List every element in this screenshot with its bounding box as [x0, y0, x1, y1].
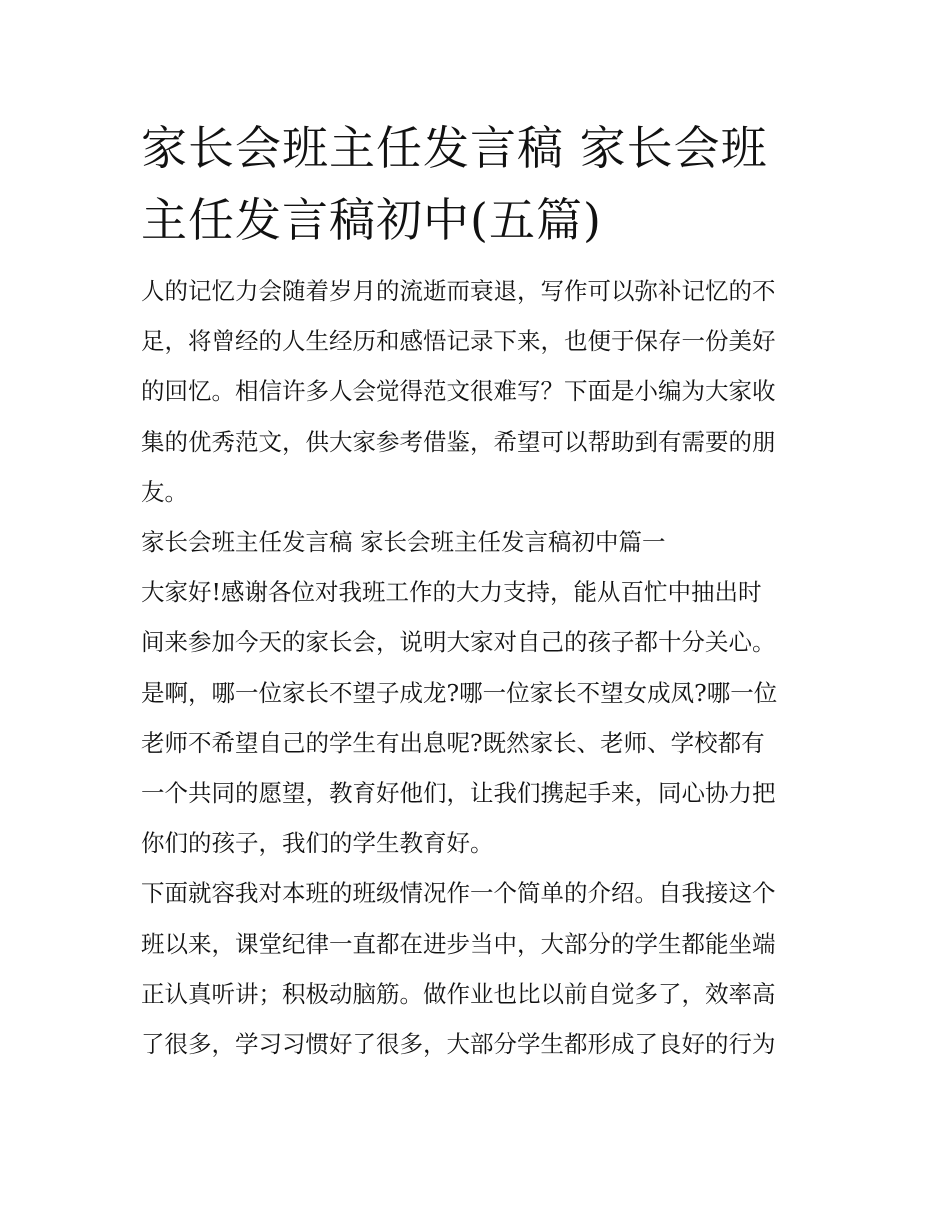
speech-paragraph: [141, 567, 813, 868]
section-heading: [141, 517, 813, 567]
text-line: 集的优秀范文，供大家参考借鉴，希望可以帮助到有需要的朋: [141, 427, 776, 456]
text-line: 一个共同的愿望，教育好他们，让我们携起手来，同心协力把: [141, 779, 776, 808]
text-line: 是啊，哪一位家长不望子成龙?哪一位家长不望女成凤?哪一位: [141, 678, 778, 707]
text-line: 了很多，学习习惯好了很多，大部分学生都形成了良好的行为: [141, 1030, 776, 1059]
document-page: [141, 112, 813, 1069]
text-line: 足，将曾经的人生经历和感悟记录下来，也便于保存一份美好: [141, 327, 776, 356]
intro-paragraph: [141, 266, 813, 517]
text-line: 下面就容我对本班的班级情况作一个简单的介绍。自我接这个: [141, 879, 776, 908]
text-line: 友。: [141, 477, 188, 506]
document-body: [141, 266, 813, 1069]
text-line: 正认真听讲；积极动脑筋。做作业也比以前自觉多了，效率高: [141, 979, 776, 1008]
text-line: 的回忆。相信许多人会觉得范文很难写？下面是小编为大家收: [141, 377, 776, 406]
text-line: 班以来，课堂纪律一直都在进步当中，大部分的学生都能坐端: [141, 929, 776, 958]
text-line: 老师不希望自己的学生有出息呢?既然家长、老师、学校都有: [141, 728, 765, 757]
text-line: 家长会班主任发言稿 家长会班主任发言稿初中篇一: [141, 528, 666, 557]
text-line: 人的记忆力会随着岁月的流逝而衰退，写作可以弥补记忆的不: [141, 277, 776, 305]
text-line: 大家好!感谢各位对我班工作的大力支持，能从百忙中抽出时: [141, 578, 762, 607]
title-line: 家长会班主任发言稿 家长会班: [141, 121, 768, 175]
text-line: 间来参加今天的家长会，说明大家对自己的孩子都十分关心。: [141, 628, 776, 657]
class-intro-paragraph: [141, 868, 813, 1069]
text-line: 你们的孩子，我们的学生教育好。: [141, 829, 494, 858]
title-line: 主任发言稿初中(五篇): [141, 193, 602, 247]
document-title: [141, 112, 813, 256]
